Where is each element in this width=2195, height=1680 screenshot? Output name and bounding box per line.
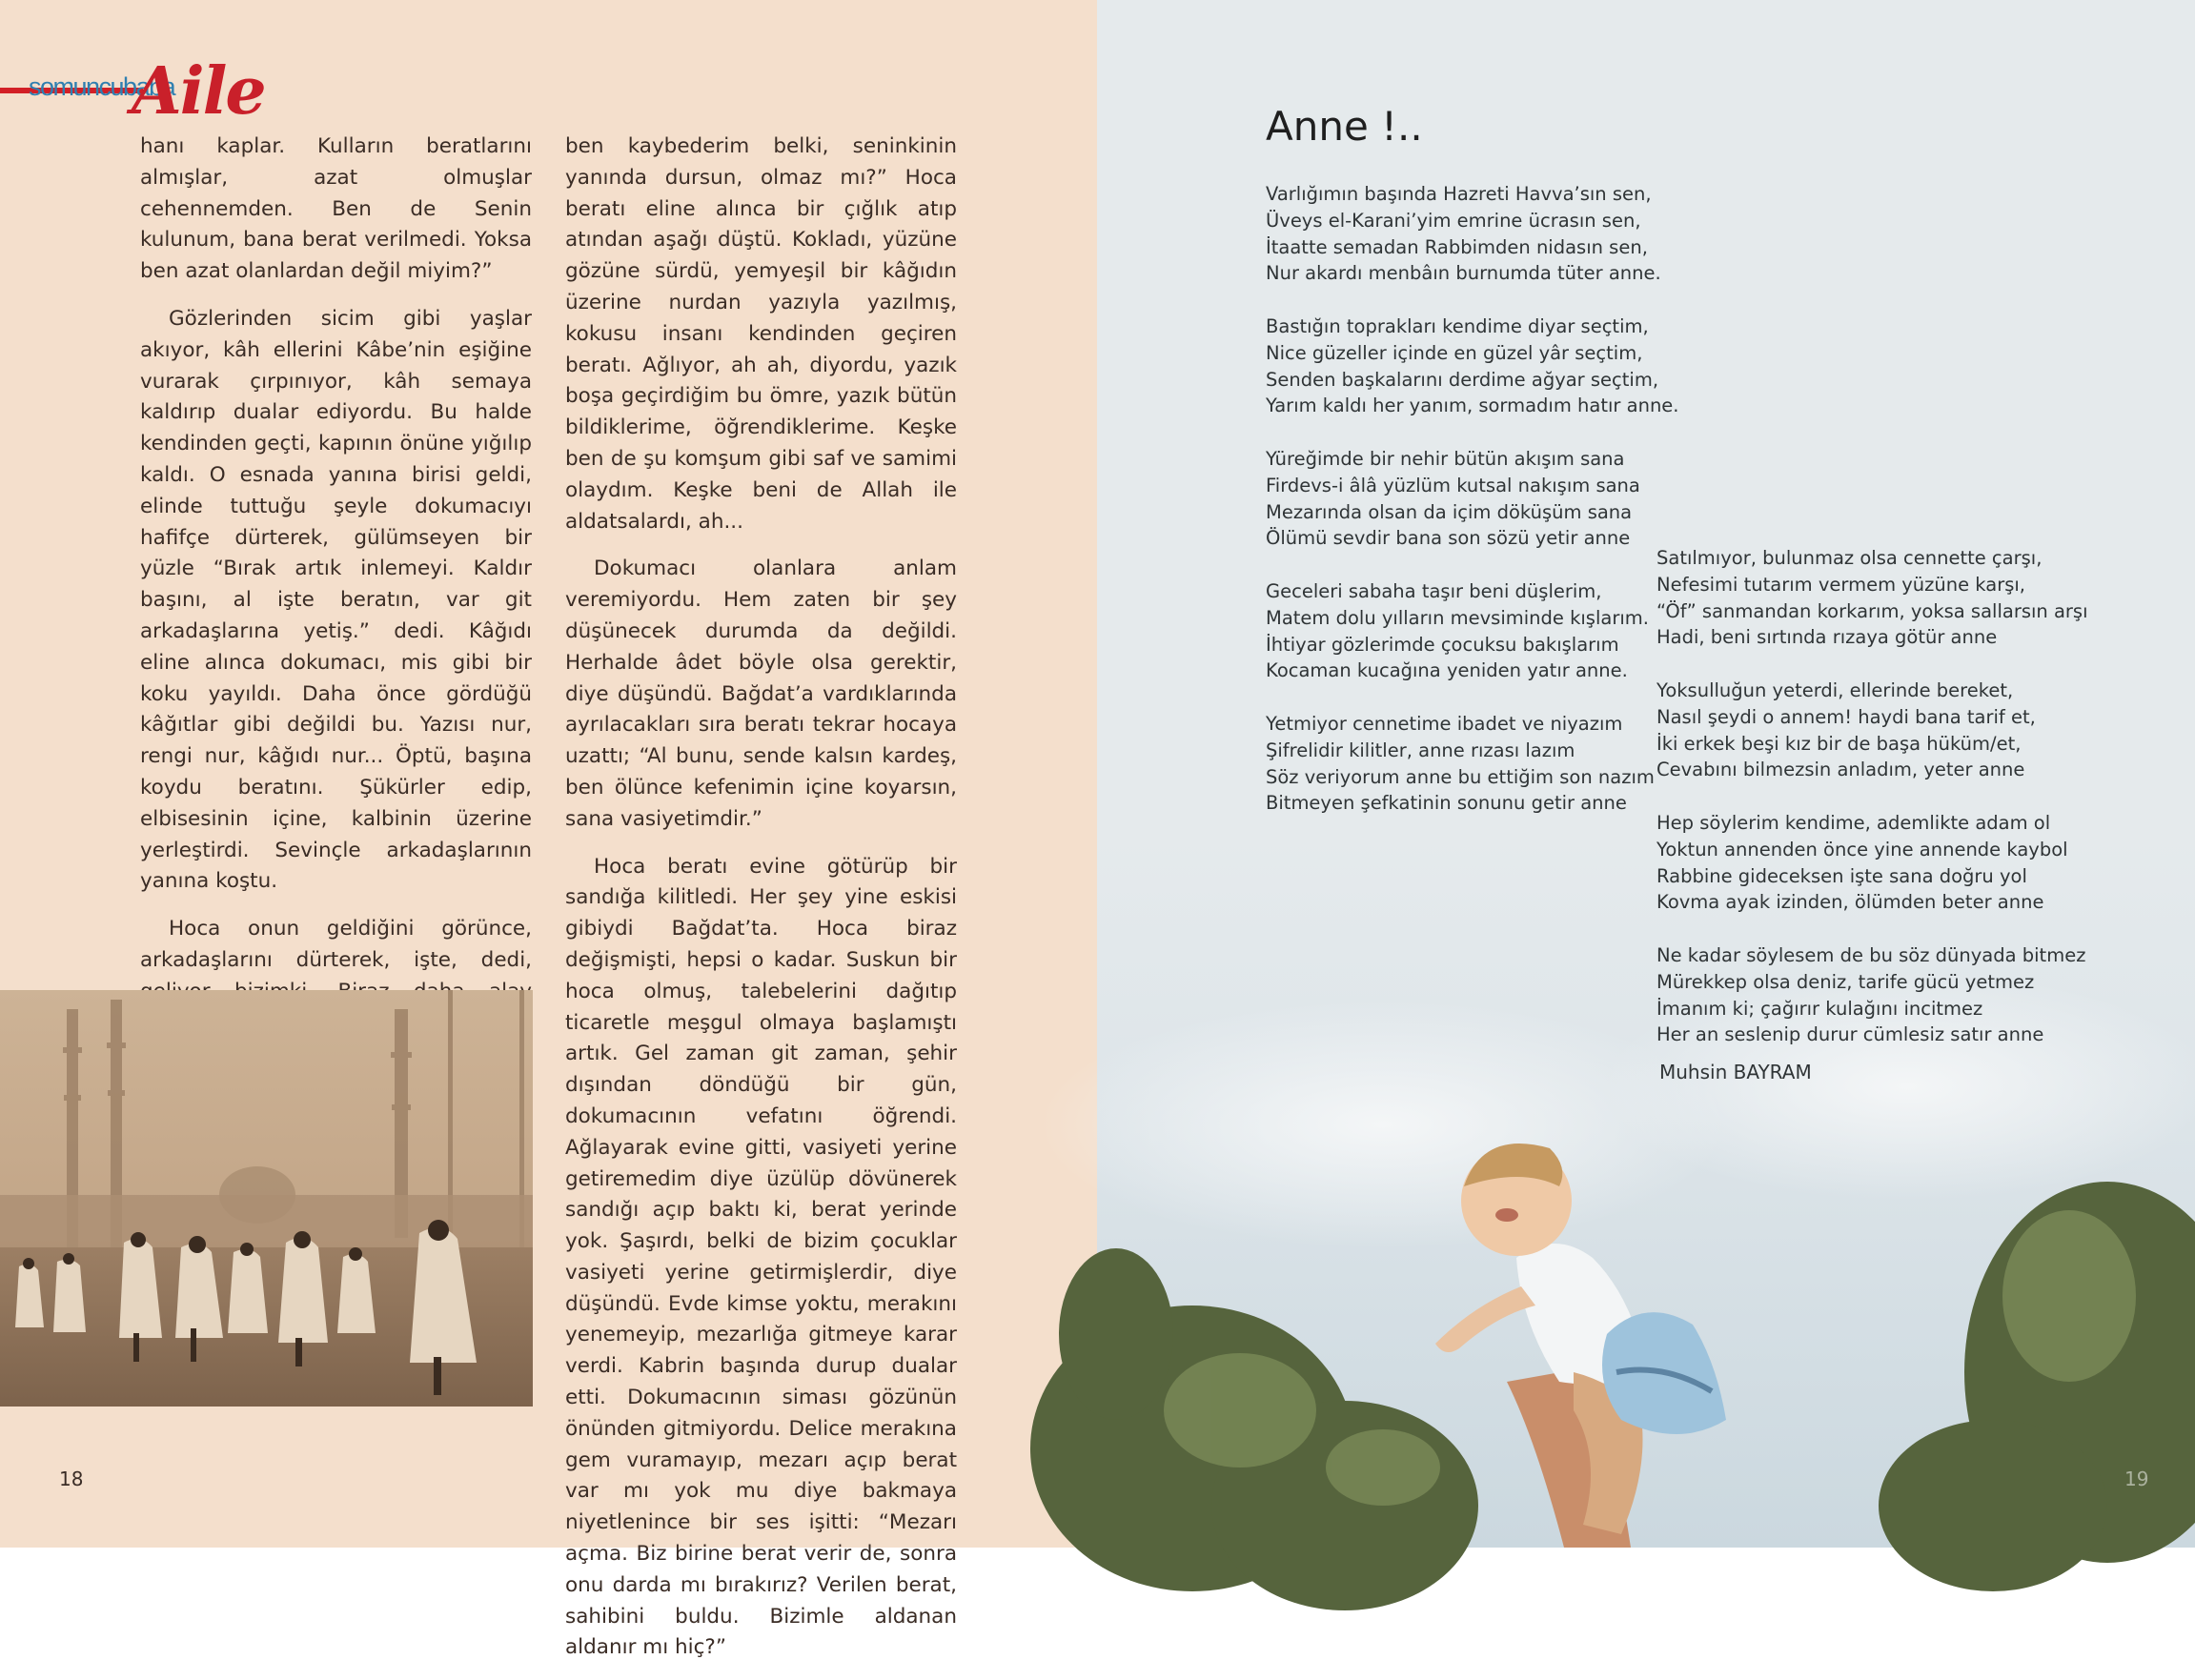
poem-stanzas-left [1266,181,1679,843]
poem-line: Bastığın toprakları kendime diyar seçtim, [1266,314,1649,337]
poem-line: Bitmeyen şefkatinin sonunu getir anne [1266,792,1627,815]
paragraph: Dokumacı olanlara anlam veremiyordu. Hem zaten bir şey düşünecek durumda da değildi. Herhalde âdet böyle olsa gerektir, diye düşündü. Bağdat’a vardıklarında ayrılacakları sıra beratı tekrar hocaya uzattı; “Al bunu, sende kalsın kardeş, ben ölünce kefenimin içine koyarsın, sana vasiyetimdir.” [565,557,957,831]
poem-line: Mezarında olsan da içim döküşüm sana [1266,500,1633,523]
pilgrims-photo-illustration [0,990,533,1407]
stanza [1266,446,1666,552]
poem-line: Yetmiyor cennetime ibadet ve niyazım [1266,712,1623,735]
poem-line: Varlığımın başında Hazreti Havva’sın sen, [1266,183,1652,205]
poem-line: İhtiyar gözlerimde çocuksu bakışlarım [1266,633,1619,656]
poem-line: Ne kadar söylesem de bu söz dünyada bitmez [1656,943,2086,966]
stanza [1656,545,2088,651]
poem-line: Satılmıyor, bulunmaz olsa cennette çarşı, [1656,547,2043,569]
paragraph: Hoca onun geldiğini görünce, arkadaşlarını dürterek, işte, dedi, [140,917,532,972]
poem-line: Matem dolu yılların mevsiminde kışlarım. [1266,606,1649,629]
poem-line: Şifrelidir kilitler, anne rızası lazım [1266,739,1575,761]
article-column-2 [565,132,957,1680]
right-page [1097,0,2195,1548]
left-page [0,0,1097,1660]
stanza [1266,578,1666,684]
page-number: 18 [59,1467,84,1490]
poem-line: Yoktun annenden önce yine annende kaybol [1656,838,2068,860]
poem-line: Yarım kaldı her yanım, sormadım hatır anne. [1266,395,1679,417]
poem-line: Söz veriyorum anne bu ettiğim son nazım [1266,765,1655,788]
stanza [1656,810,2076,916]
paragraph: Hoca beratı evine götürüp bir sandığa kilitledi. Her şey yine eskisi gibiydi Bağdat’ta. Hoca biraz değişmişti, hepsi o kadar. Suskun bir hoca olmuş, talebelerini dağıtıp ticaretle meşgul olmaya başlamıştı artık. Gel zaman git zaman, şehir dışından döndüğü bir gün, dokumacının vefatını öğrendi. Ağlayarak evine gitti, vasiyeti yerine getiremedim diye üzülüp dövünerek sandığı açıp baktı ki, berat yerinde yok. Şaşırdı, belki de bizim çocuklar vasiyeti yerine getirmişlerdir, diye düşündü. Evde kimse yoktu, merakını yenemeyip, mezarlığa gitmeye karar verdi. Kabrin başında durup dualar etti. Dokumacının siması gözünün önünden gitmiyordu. Delice merakına gem vuramayıp, mezarı açıp berat var mı yok mu diye bakmaya niyetlenince bir ses işitti: “Mezarı açma. Biz birine berat verir de, sonra onu darda mı bırakırız? Verilen berat, sahibini buldu. Bizimle aldanan aldanır mı hiç?” [565,854,957,1660]
poem-line: Ölümü sevdir bana son sözü yetir anne [1266,527,1631,550]
poem-line: Nasıl şeydi o annem! haydi bana tarif et, [1656,705,2036,728]
poem-line: Geceleri sabaha taşır beni düşlerim, [1266,579,1602,602]
poem-line: Senden başkalarını derdime ağyar seçtim, [1266,368,1659,391]
poem-line: Rabbine gideceksen işte sana doğru yol [1656,864,2027,887]
poem-line: Hadi, beni sırtında rızaya götür anne [1656,626,1998,649]
paragraph: hanı kaplar. Kulların beratlarını almışlar, azat olmuşlar cehennemden. Ben de Senin kulunum, bana berat verilmedi. Yoksa ben azat olanlardan değil miyim?” [140,134,532,284]
stanza [1656,678,2076,783]
poem-line: Kovma ayak izinden, ölümden beter anne [1656,891,2044,914]
poem-line: İki erkek beşi kız bir de başa hüküm/et, [1656,732,2022,755]
stanza [1656,942,2086,1048]
stanza [1266,711,1666,817]
magazine-logo [0,34,265,130]
stanza [1266,181,1666,287]
stanza [1266,314,1679,419]
poem-line: Mürekkep olsa deniz, tarife gücü yetmez [1656,970,2035,993]
paragraph: Gözlerinden sicim gibi yaşlar akıyor, kâh ellerini Kâbe’nin eşiğine vurarak çırpınıyor, kâh semaya kaldırıp dualar ediyordu. Bu halde kendinden geçti, kapının önüne yığılıp kaldı. O esnada yanına birisi geldi, elinde tuttuğu şeyle dokumacıyı hafifçe dürterek, gülümseyen bir yüzle “Bırak artık inlemeyi. Kaldır başını, al işte beratın, var git arkadaşlarına yetiş.” dedi. Kâğıdı eline alınca dokumacı, mis gibi bir koku yayıldı. Daha önce gördüğü kâğıtlar gibi değildi bu. Yazısı nur, rengi nur, kâğıdı nur... Öptü, başına koydu beratını. Şükürler edip, elbisesinin içine, kalbinin üzerine yerleştirdi. Sevinçle arkadaşlarının yanına koştu. [140,306,532,894]
poem-line: Nice güzeller içinde en güzel yâr seçtim, [1266,341,1643,364]
logo-aile-text: Aile [132,53,265,130]
poem-line: İmanım ki; çağırır kulağını incitmez [1656,997,1983,1020]
poem-line: Nefesimi tutarım vermem yüzüne karşı, [1656,573,2026,596]
poem-line: Her an seslenip durur cümlesiz satır anne [1656,1023,2044,1046]
poem-title: Anne !.. [1266,103,1423,150]
poem-line: Kocaman kucağına yeniden yatır anne. [1266,659,1628,682]
poem-line: Firdevs-i âlâ yüzlüm kutsal nakışım sana [1266,474,1640,496]
poem-line: Nur akardı menbâın burnumda tüter anne. [1266,262,1661,285]
pilgrims-photo [0,990,533,1407]
poem-author: Muhsin BAYRAM [1659,1061,1812,1083]
poem-line: Üveys el-Karani’yim emrine ücrasın sen, [1266,209,1641,232]
poem-line: Yüreğimde bir nehir bütün akışım sana [1266,447,1625,470]
logo-brand-text: somuncubaba [29,72,175,101]
poem-line: “Öf” sanmandan korkarım, yoksa sallarsın arşı [1656,599,2088,622]
poem-stanzas-right [1656,545,2088,1075]
poem-line: İtaatte semadan Rabbimden nidasın sen, [1266,235,1648,258]
poem-line: Hep söylerim kendime, ademlikte adam ol [1656,811,2051,834]
poem-line: Yoksulluğun yeterdi, ellerinde bereket, [1656,678,2014,701]
paragraph: ben kaybederim belki, seninkinin yanında dursun, olmaz mı?” Hoca beratı eline alınca bir çığlık atıp atından aşağı düştü. Kokladı, yüzüne gözüne sürdü, yemyeşil bir kâğıdın üzerine nurdan yazıyla yazılmış, kokusu insanı kendinden geçiren beratı. Ağlıyor, ah ah, diyordu, yazık boşa geçirdiğim bu ömre, yazık bütün bildiklerime, öğrendiklerime. Keşke ben de şu komşum gibi saf ve samimi olaydım. Keşke beni de Allah ile aldatsalardı, ah... [565,134,957,534]
poem-line: Cevabını bilmezsin anladım, yeter anne [1656,759,2025,781]
page-number: 19 [2124,1467,2149,1490]
